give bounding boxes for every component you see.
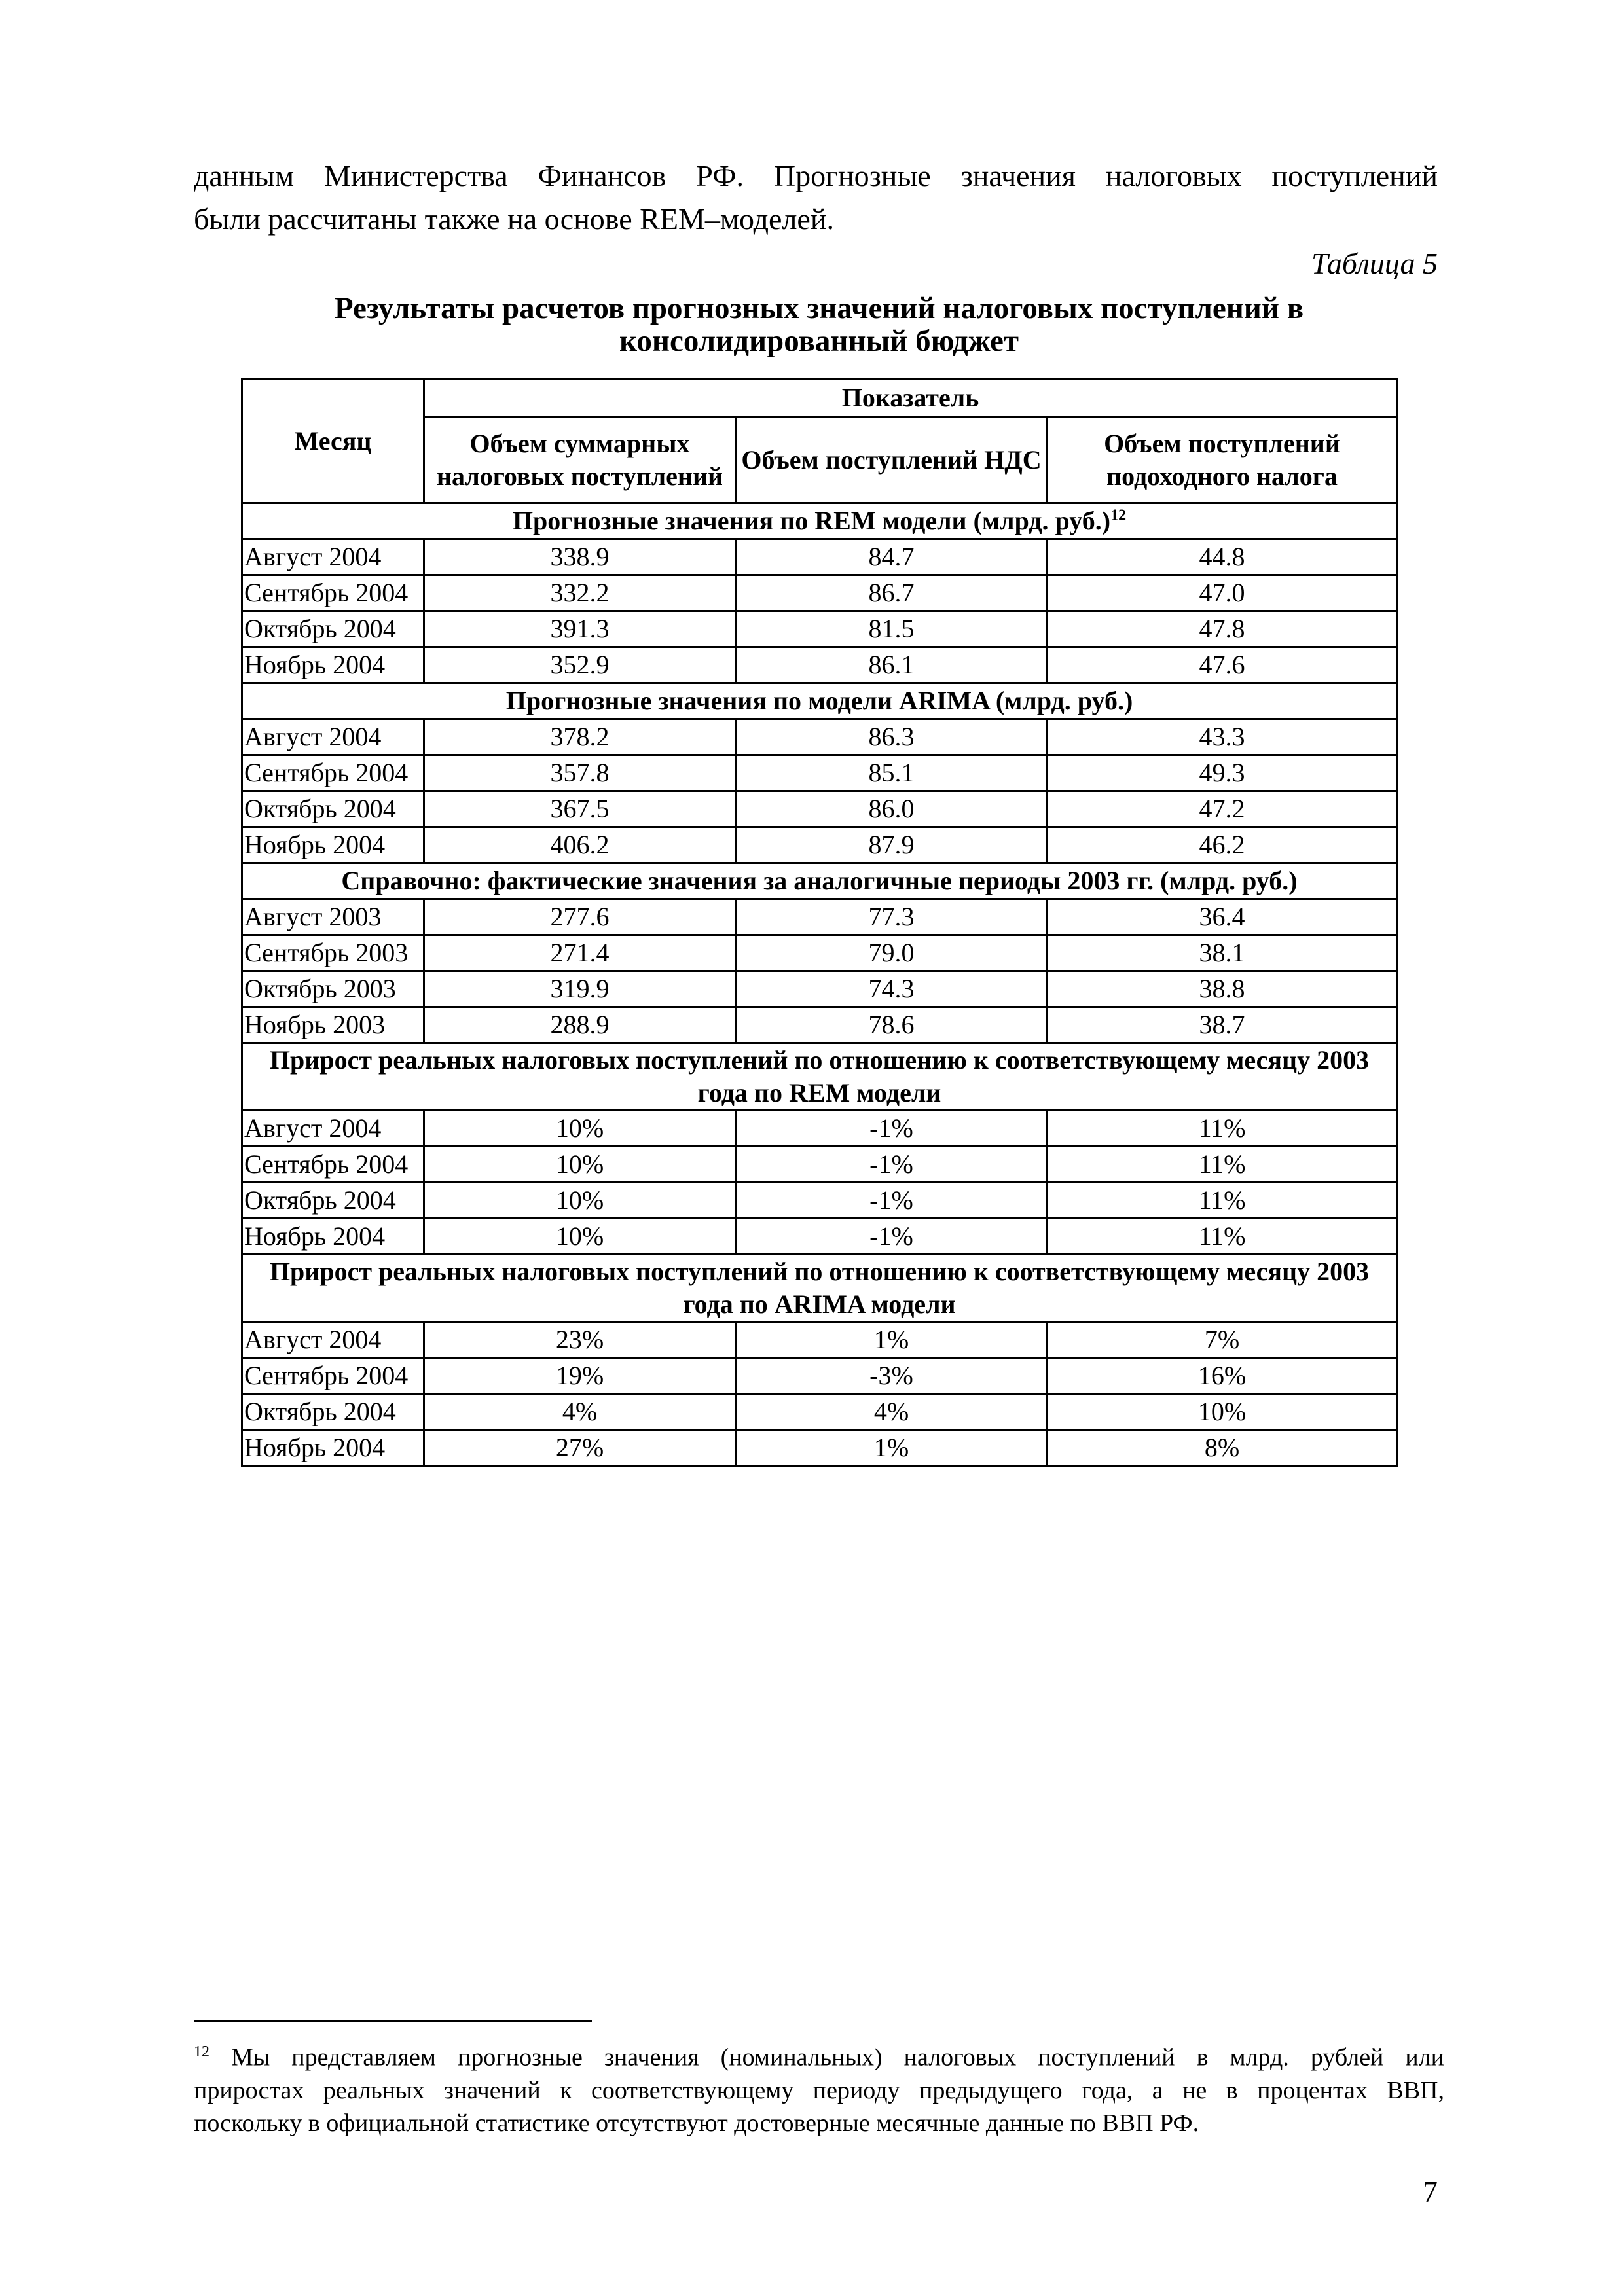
value-income-tax: 47.8: [1048, 611, 1397, 647]
value-vat: -1%: [736, 1147, 1048, 1183]
table-row: [242, 1358, 1397, 1394]
value-total-tax: 378.2: [424, 719, 736, 755]
row-month: Октябрь 2003: [242, 971, 424, 1007]
footnote-line-1-text: Мы представляем прогнозные значения (номинальных) налоговых поступлений в млрд. рублей или: [230, 2043, 1444, 2072]
row-month: Сентябрь 2003: [242, 935, 424, 971]
value-income-tax: 8%: [1048, 1430, 1397, 1466]
value-vat: 74.3: [736, 971, 1048, 1007]
value-income-tax: 7%: [1048, 1322, 1397, 1358]
section-title: [242, 683, 1397, 719]
forecast-table: [241, 378, 1398, 1467]
table-row: [242, 575, 1397, 611]
table-row: [242, 827, 1397, 863]
row-month: Октябрь 2004: [242, 791, 424, 827]
table-row: [242, 1147, 1397, 1183]
value-total-tax: 4%: [424, 1394, 736, 1430]
table-title-line-1: Результаты расчетов прогнозных значений налоговых поступлений в: [334, 291, 1304, 325]
section-title-text: Прогнозные значения по REM модели (млрд. руб.): [512, 506, 1111, 535]
table-title-line-2: консолидированный бюджет: [619, 324, 1019, 358]
value-income-tax: 36.4: [1048, 899, 1397, 935]
value-total-tax: 271.4: [424, 935, 736, 971]
table-row: [242, 1322, 1397, 1358]
value-vat: 4%: [736, 1394, 1048, 1430]
table-row: [242, 647, 1397, 683]
footnote-mark: 12: [194, 2043, 210, 2060]
section-title-text: Прирост реальных налоговых поступлений по отношению к соответствующему месяцу 2003 года по REM модели: [269, 1045, 1370, 1107]
table-row: [242, 1219, 1397, 1255]
table-caption: Таблица 5: [1311, 247, 1438, 280]
value-income-tax: 44.8: [1048, 539, 1397, 575]
value-income-tax: 11%: [1048, 1219, 1397, 1255]
value-total-tax: 288.9: [424, 1007, 736, 1043]
row-month: Ноябрь 2004: [242, 1430, 424, 1466]
row-month: Август 2004: [242, 1111, 424, 1147]
table-title: [194, 292, 1444, 357]
row-month: Август 2004: [242, 719, 424, 755]
value-total-tax: 338.9: [424, 539, 736, 575]
footnote-line-2: приростах реальных значений к соответствующему периоду предыдущего года, а не в процентах ВВП,: [194, 2076, 1444, 2104]
section-title-text: Справочно: фактические значения за аналогичные периоды 2003 гг. (млрд. руб.): [341, 866, 1298, 895]
value-vat: 86.1: [736, 647, 1048, 683]
value-total-tax: 319.9: [424, 971, 736, 1007]
section-title: [242, 863, 1397, 899]
row-month: Сентябрь 2004: [242, 1358, 424, 1394]
row-month: Сентябрь 2004: [242, 1147, 424, 1183]
section-title: [242, 1255, 1397, 1322]
value-income-tax: 38.8: [1048, 971, 1397, 1007]
table-row: [242, 935, 1397, 971]
table-row: [242, 755, 1397, 791]
row-month: Октябрь 2004: [242, 611, 424, 647]
value-vat: 86.3: [736, 719, 1048, 755]
value-vat: 84.7: [736, 539, 1048, 575]
value-income-tax: 47.0: [1048, 575, 1397, 611]
intro-paragraph: [194, 154, 1438, 241]
row-month: Ноябрь 2004: [242, 647, 424, 683]
header-col-income-tax: Объем поступлений подоходного налога: [1048, 418, 1397, 503]
table-row: [242, 791, 1397, 827]
value-total-tax: 277.6: [424, 899, 736, 935]
table-row: [242, 719, 1397, 755]
row-month: Август 2004: [242, 539, 424, 575]
table-row: [242, 971, 1397, 1007]
value-vat: 1%: [736, 1322, 1048, 1358]
value-income-tax: 16%: [1048, 1358, 1397, 1394]
intro-line-2: были рассчитаны также на основе REM–моделей.: [194, 202, 834, 236]
table-row: [242, 1183, 1397, 1219]
value-income-tax: 11%: [1048, 1147, 1397, 1183]
value-vat: 86.0: [736, 791, 1048, 827]
row-month: Октябрь 2004: [242, 1394, 424, 1430]
value-total-tax: 10%: [424, 1219, 736, 1255]
section-title: [242, 503, 1397, 539]
value-vat: 1%: [736, 1430, 1048, 1466]
value-vat: -1%: [736, 1219, 1048, 1255]
value-income-tax: 38.7: [1048, 1007, 1397, 1043]
footnote-line-3: поскольку в официальной статистике отсутствуют достоверные месячные данные по ВВП РФ.: [194, 2109, 1199, 2137]
value-total-tax: 406.2: [424, 827, 736, 863]
value-income-tax: 49.3: [1048, 755, 1397, 791]
value-total-tax: 10%: [424, 1147, 736, 1183]
intro-line-1: данным Министерства Финансов РФ. Прогнозные значения налоговых поступлений: [194, 159, 1438, 192]
value-income-tax: 11%: [1048, 1183, 1397, 1219]
value-income-tax: 38.1: [1048, 935, 1397, 971]
row-month: Сентябрь 2004: [242, 575, 424, 611]
value-total-tax: 19%: [424, 1358, 736, 1394]
footnote-separator: [194, 2020, 592, 2022]
value-income-tax: 46.2: [1048, 827, 1397, 863]
value-total-tax: 367.5: [424, 791, 736, 827]
table-row: [242, 1430, 1397, 1466]
page-number: 7: [1423, 2175, 1438, 2208]
value-vat: -1%: [736, 1111, 1048, 1147]
table-row: [242, 1394, 1397, 1430]
header-month: Месяц: [242, 379, 424, 503]
value-total-tax: 391.3: [424, 611, 736, 647]
section-title-text: Прогнозные значения по модели ARIMA (млрд. руб.): [505, 686, 1133, 715]
value-income-tax: 10%: [1048, 1394, 1397, 1430]
value-total-tax: 23%: [424, 1322, 736, 1358]
header-col-total-tax: Объем суммарных налоговых поступлений: [424, 418, 736, 503]
value-vat: 77.3: [736, 899, 1048, 935]
row-month: Август 2004: [242, 1322, 424, 1358]
table-row: [242, 1111, 1397, 1147]
value-vat: 85.1: [736, 755, 1048, 791]
row-month: Октябрь 2004: [242, 1183, 424, 1219]
table-row: [242, 611, 1397, 647]
value-total-tax: 10%: [424, 1111, 736, 1147]
value-income-tax: 43.3: [1048, 719, 1397, 755]
value-vat: 81.5: [736, 611, 1048, 647]
value-income-tax: 47.6: [1048, 647, 1397, 683]
header-col-vat: Объем поступлений НДС: [736, 418, 1048, 503]
value-vat: -1%: [736, 1183, 1048, 1219]
value-vat: 78.6: [736, 1007, 1048, 1043]
value-total-tax: 357.8: [424, 755, 736, 791]
value-total-tax: 332.2: [424, 575, 736, 611]
table-row: [242, 1007, 1397, 1043]
value-vat: -3%: [736, 1358, 1048, 1394]
value-income-tax: 11%: [1048, 1111, 1397, 1147]
table-row: [242, 899, 1397, 935]
row-month: Ноябрь 2004: [242, 1219, 424, 1255]
section-title-text: Прирост реальных налоговых поступлений по отношению к соответствующему месяцу 2003 года по ARIMA модели: [269, 1257, 1370, 1319]
section-title: [242, 1043, 1397, 1111]
row-month: Ноябрь 2004: [242, 827, 424, 863]
value-vat: 87.9: [736, 827, 1048, 863]
footnote: [194, 2036, 1444, 2140]
footnote-line-1: [194, 2036, 1444, 2074]
row-month: Сентябрь 2004: [242, 755, 424, 791]
value-income-tax: 47.2: [1048, 791, 1397, 827]
table-row: [242, 539, 1397, 575]
footnote-reference: 12: [1110, 507, 1127, 524]
row-month: Ноябрь 2003: [242, 1007, 424, 1043]
row-month: Август 2003: [242, 899, 424, 935]
value-total-tax: 352.9: [424, 647, 736, 683]
value-vat: 79.0: [736, 935, 1048, 971]
header-indicator: Показатель: [424, 379, 1397, 418]
value-total-tax: 10%: [424, 1183, 736, 1219]
value-vat: 86.7: [736, 575, 1048, 611]
value-total-tax: 27%: [424, 1430, 736, 1466]
